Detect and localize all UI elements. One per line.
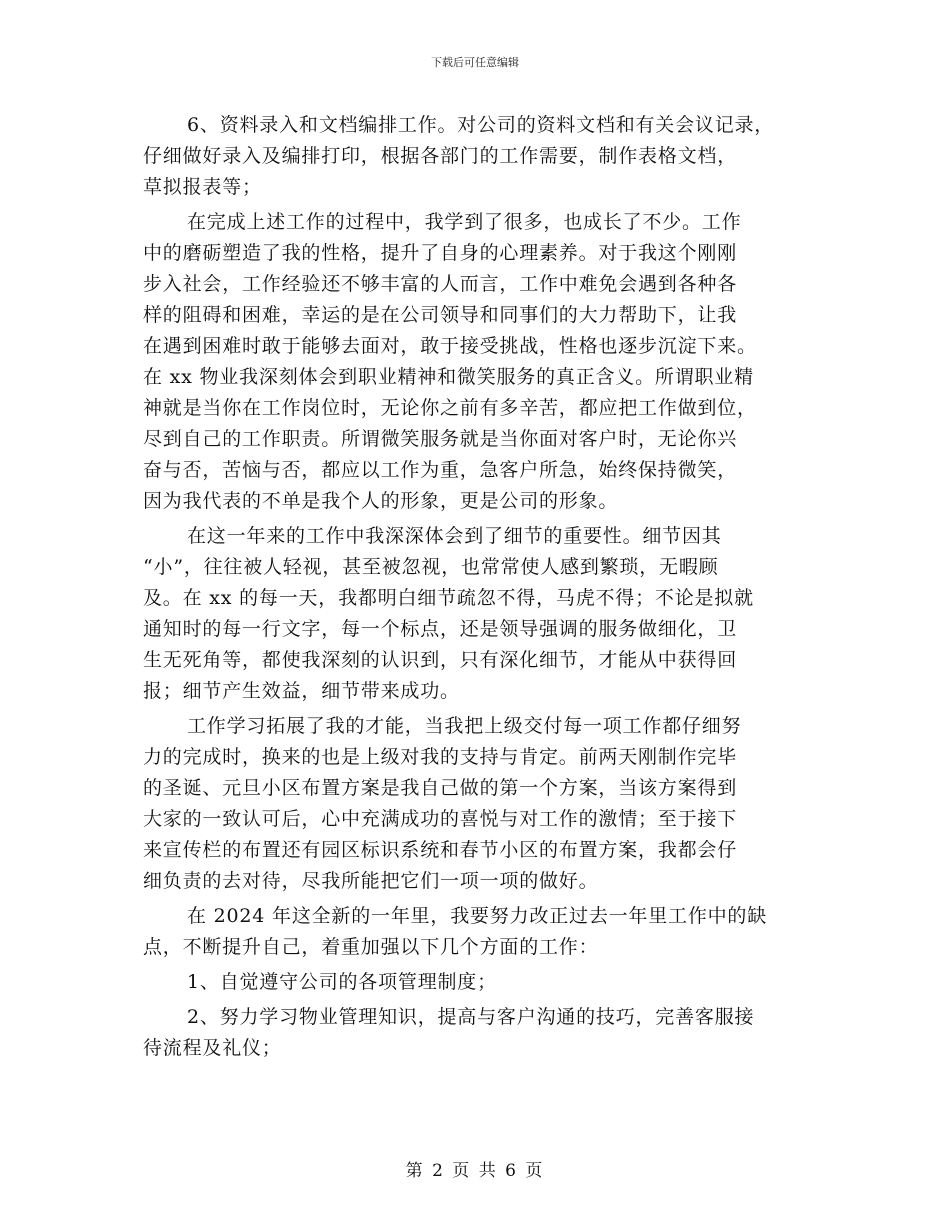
text-line: 力的完成时，换来的也是上级对我的支持与肯定。前两天刚制作完毕 xyxy=(143,746,738,768)
text-line: 通知时的每一行文字，每一个标点，还是领导强调的服务做细化，卫 xyxy=(143,618,738,640)
list-item: 2、努力学习物业管理知识，提高与客户沟通的技巧，完善客服接 xyxy=(187,1006,755,1028)
text-line: 待流程及礼仪； xyxy=(143,1037,282,1059)
text-line: 及。在 xx 的每一天，我都明白细节疏忽不得，马虎不得；不论是拟就 xyxy=(143,587,754,609)
text-line: 大家的一致认可后，心中充满成功的喜悦与对工作的激情；至于接下 xyxy=(143,808,738,830)
text-line: 在遇到困难时敢于能够去面对，敢于接受挑战，性格也逐步沉淀下来。 xyxy=(143,335,757,357)
text-line: 在 xx 物业我深刻体会到职业精神和微笑服务的真正含义。所谓职业精 xyxy=(143,366,754,388)
text-line: 来宣传栏的布置还有园区标识系统和春节小区的布置方案，我都会仔 xyxy=(143,839,738,861)
text-line: 草拟报表等； xyxy=(143,176,262,198)
text-line: “小”，往往被人轻视，甚至被忽视，也常常使人感到繁琐，无暇顾 xyxy=(143,556,719,578)
text-line: 6、资料录入和文档编排工作。对公司的资料文档和有关会议记录， xyxy=(187,114,775,136)
text-line: 细负责的去对待，尽我所能把它们一项一项的做好。 xyxy=(143,870,599,892)
text-line: 的圣诞、元旦小区布置方案是我自己做的第一个方案，当该方案得到 xyxy=(143,777,738,799)
text-line: 点，不断提升自己，着重加强以下几个方面的工作： xyxy=(143,936,599,958)
text-line: 报；细节产生效益，细节带来成功。 xyxy=(143,680,460,702)
text-line: 尽到自己的工作职责。所谓微笑服务就是当你面对客户时，无论你兴 xyxy=(143,428,738,450)
text-line: 在完成上述工作的过程中，我学到了很多，也成长了不少。工作 xyxy=(187,211,742,233)
page-number: 第 2 页 共 6 页 xyxy=(405,1161,545,1181)
text-line: 步入社会，工作经验还不够丰富的人而言，工作中难免会遇到各种各 xyxy=(143,273,738,295)
text-line: 生无死角等，都使我深刻的认识到，只有深化细节，才能从中获得回 xyxy=(143,649,738,671)
text-line: 神就是当你在工作岗位时，无论你之前有多辛苦，都应把工作做到位， xyxy=(143,397,757,419)
text-line: 样的阻碍和困难，幸运的是在公司领导和同事们的大力帮助下，让我 xyxy=(143,304,738,326)
text-line: 在 2024 年这全新的一年里，我要努力改正过去一年里工作中的缺 xyxy=(187,905,768,927)
document-body xyxy=(143,110,815,1064)
page-header-note: 下载后可任意编辑 xyxy=(431,56,519,69)
text-line: 仔细做好录入及编排打印，根据各部门的工作需要，制作表格文档， xyxy=(143,145,738,167)
text-line: 在这一年来的工作中我深深体会到了细节的重要性。细节因其 xyxy=(187,525,722,547)
text-line: 中的磨砺塑造了我的性格，提升了自身的心理素养。对于我这个刚刚 xyxy=(143,242,738,264)
text-line: 奋与否，苦恼与否，都应以工作为重，急客户所急，始终保持微笑， xyxy=(143,459,738,481)
text-line: 工作学习拓展了我的才能，当我把上级交付每一项工作都仔细努 xyxy=(187,715,742,737)
list-item: 1、自觉遵守公司的各项管理制度； xyxy=(187,971,497,993)
text-line: 因为我代表的不单是我个人的形象，更是公司的形象。 xyxy=(143,490,619,512)
